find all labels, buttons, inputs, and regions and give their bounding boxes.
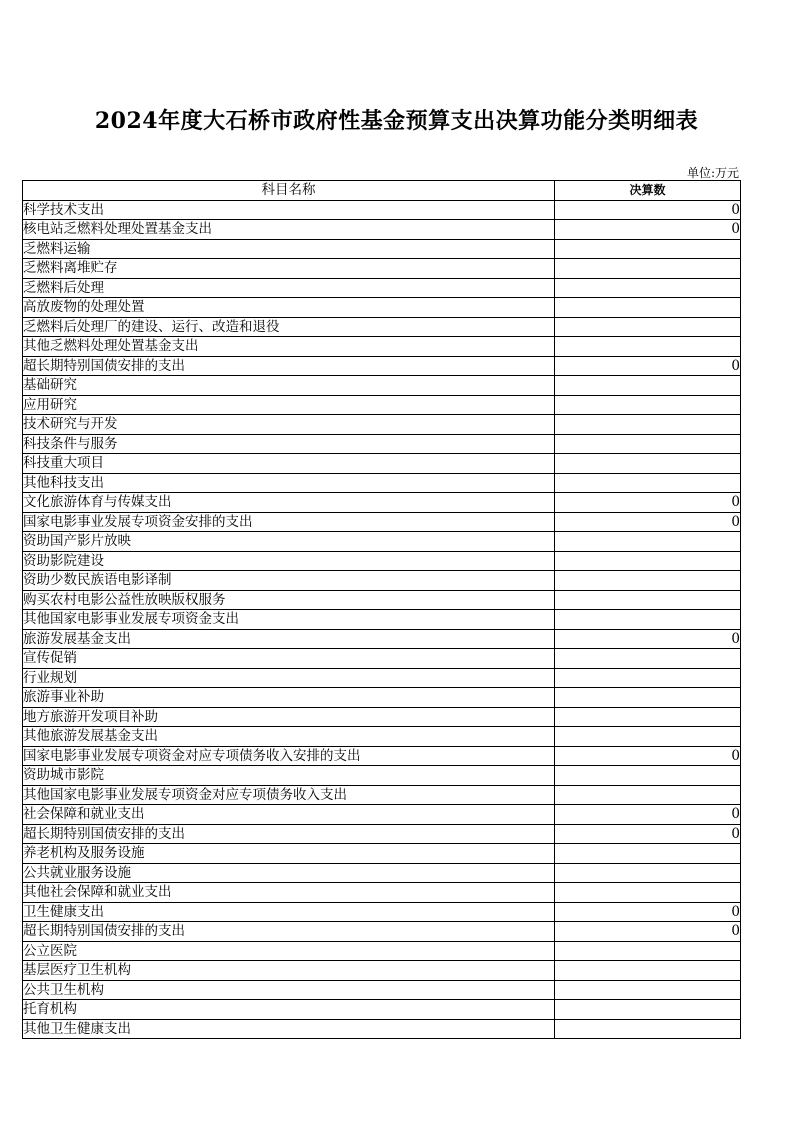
final-amount-cell bbox=[555, 571, 741, 591]
table-row bbox=[23, 220, 741, 240]
final-amount-cell bbox=[555, 473, 741, 493]
table-row bbox=[23, 278, 741, 298]
subject-name-cell: 应用研究 bbox=[23, 395, 555, 415]
subject-name-cell: 其他社会保障和就业支出 bbox=[23, 883, 555, 903]
subject-name-cell: 其他国家电影事业发展专项资金支出 bbox=[23, 610, 555, 630]
subject-name-cell: 核电站乏燃料处理处置基金支出 bbox=[23, 220, 555, 240]
final-amount-cell bbox=[555, 1000, 741, 1020]
final-amount-cell bbox=[555, 668, 741, 688]
final-amount-cell: 0 bbox=[555, 746, 741, 766]
final-amount-cell: 0 bbox=[555, 629, 741, 649]
table-row bbox=[23, 902, 741, 922]
subject-name-cell: 乏燃料运输 bbox=[23, 239, 555, 259]
subject-name-cell: 公共就业服务设施 bbox=[23, 863, 555, 883]
subject-name-cell: 技术研究与开发 bbox=[23, 415, 555, 435]
final-amount-cell: 0 bbox=[555, 922, 741, 942]
subject-name-cell: 托育机构 bbox=[23, 1000, 555, 1020]
final-amount-cell bbox=[555, 961, 741, 981]
table-row bbox=[23, 415, 741, 435]
final-amount-cell bbox=[555, 610, 741, 630]
subject-name-cell: 其他国家电影事业发展专项资金对应专项债务收入支出 bbox=[23, 785, 555, 805]
table-row bbox=[23, 980, 741, 1000]
final-amount-cell: 0 bbox=[555, 493, 741, 513]
final-amount-cell bbox=[555, 532, 741, 552]
final-amount-cell bbox=[555, 415, 741, 435]
final-amount-cell bbox=[555, 844, 741, 864]
final-amount-cell bbox=[555, 395, 741, 415]
table-row bbox=[23, 434, 741, 454]
final-amount-cell bbox=[555, 707, 741, 727]
table-row bbox=[23, 298, 741, 318]
table-row bbox=[23, 629, 741, 649]
subject-name-cell: 乏燃料离堆贮存 bbox=[23, 259, 555, 279]
subject-name-cell: 资助城市影院 bbox=[23, 766, 555, 786]
table-row bbox=[23, 200, 741, 220]
final-amount-cell bbox=[555, 278, 741, 298]
table-row bbox=[23, 395, 741, 415]
final-amount-cell: 0 bbox=[555, 805, 741, 825]
table-row bbox=[23, 785, 741, 805]
document-title: 2024年度大石桥市政府性基金预算支出决算功能分类明细表 bbox=[94, 108, 699, 134]
table-row bbox=[23, 883, 741, 903]
final-amount-cell bbox=[555, 298, 741, 318]
subject-name-cell: 国家电影事业发展专项资金对应专项债务收入安排的支出 bbox=[23, 746, 555, 766]
subject-name-cell: 资助影院建设 bbox=[23, 551, 555, 571]
final-amount-cell bbox=[555, 766, 741, 786]
subject-name-cell: 其他卫生健康支出 bbox=[23, 1019, 555, 1039]
final-amount-cell bbox=[555, 590, 741, 610]
final-amount-cell bbox=[555, 941, 741, 961]
subject-name-cell: 其他旅游发展基金支出 bbox=[23, 727, 555, 747]
unit-label: 单位:万元 bbox=[686, 166, 739, 180]
final-amount-cell bbox=[555, 376, 741, 396]
final-amount-cell bbox=[555, 239, 741, 259]
header-final-amount: 决算数 bbox=[555, 181, 741, 201]
subject-name-cell: 旅游发展基金支出 bbox=[23, 629, 555, 649]
subject-name-cell: 旅游事业补助 bbox=[23, 688, 555, 708]
final-amount-cell bbox=[555, 454, 741, 474]
table-row bbox=[23, 707, 741, 727]
subject-name-cell: 超长期特别国债安排的支出 bbox=[23, 922, 555, 942]
subject-name-cell: 资助少数民族语电影译制 bbox=[23, 571, 555, 591]
final-amount-cell: 0 bbox=[555, 200, 741, 220]
table-row bbox=[23, 668, 741, 688]
table-row bbox=[23, 239, 741, 259]
table-row bbox=[23, 688, 741, 708]
subject-name-cell: 宣传促销 bbox=[23, 649, 555, 669]
table-row bbox=[23, 1019, 741, 1039]
table-row bbox=[23, 863, 741, 883]
subject-name-cell: 资助国产影片放映 bbox=[23, 532, 555, 552]
subject-name-cell: 公立医院 bbox=[23, 941, 555, 961]
table-row bbox=[23, 590, 741, 610]
expenditure-table bbox=[22, 180, 741, 1039]
final-amount-cell bbox=[555, 688, 741, 708]
subject-name-cell: 地方旅游开发项目补助 bbox=[23, 707, 555, 727]
table-row bbox=[23, 317, 741, 337]
subject-name-cell: 超长期特别国债安排的支出 bbox=[23, 824, 555, 844]
final-amount-cell bbox=[555, 649, 741, 669]
final-amount-cell bbox=[555, 434, 741, 454]
final-amount-cell: 0 bbox=[555, 356, 741, 376]
subject-name-cell: 其他科技支出 bbox=[23, 473, 555, 493]
table-row bbox=[23, 922, 741, 942]
table-row bbox=[23, 512, 741, 532]
table-row bbox=[23, 493, 741, 513]
final-amount-cell bbox=[555, 883, 741, 903]
final-amount-cell bbox=[555, 551, 741, 571]
subject-name-cell: 文化旅游体育与传媒支出 bbox=[23, 493, 555, 513]
subject-name-cell: 科技条件与服务 bbox=[23, 434, 555, 454]
table-row bbox=[23, 961, 741, 981]
final-amount-cell bbox=[555, 259, 741, 279]
table-header-row bbox=[23, 181, 741, 201]
table-row bbox=[23, 844, 741, 864]
table-row bbox=[23, 746, 741, 766]
final-amount-cell bbox=[555, 1019, 741, 1039]
subject-name-cell: 科技重大项目 bbox=[23, 454, 555, 474]
table-row bbox=[23, 454, 741, 474]
subject-name-cell: 基础研究 bbox=[23, 376, 555, 396]
subject-name-cell: 其他乏燃料处理处置基金支出 bbox=[23, 337, 555, 357]
table-row bbox=[23, 824, 741, 844]
subject-name-cell: 行业规划 bbox=[23, 668, 555, 688]
table-row bbox=[23, 610, 741, 630]
table-row bbox=[23, 356, 741, 376]
table-body bbox=[23, 200, 741, 1039]
subject-name-cell: 基层医疗卫生机构 bbox=[23, 961, 555, 981]
table-row bbox=[23, 376, 741, 396]
subject-name-cell: 高放废物的处理处置 bbox=[23, 298, 555, 318]
subject-name-cell: 公共卫生机构 bbox=[23, 980, 555, 1000]
final-amount-cell: 0 bbox=[555, 902, 741, 922]
final-amount-cell: 0 bbox=[555, 512, 741, 532]
subject-name-cell: 科学技术支出 bbox=[23, 200, 555, 220]
final-amount-cell bbox=[555, 337, 741, 357]
table-row bbox=[23, 941, 741, 961]
subject-name-cell: 国家电影事业发展专项资金安排的支出 bbox=[23, 512, 555, 532]
table-row bbox=[23, 571, 741, 591]
final-amount-cell bbox=[555, 317, 741, 337]
final-amount-cell: 0 bbox=[555, 824, 741, 844]
final-amount-cell bbox=[555, 863, 741, 883]
table-row bbox=[23, 551, 741, 571]
table-row bbox=[23, 1000, 741, 1020]
final-amount-cell bbox=[555, 785, 741, 805]
table-row bbox=[23, 805, 741, 825]
table-row bbox=[23, 259, 741, 279]
final-amount-cell: 0 bbox=[555, 220, 741, 240]
subject-name-cell: 社会保障和就业支出 bbox=[23, 805, 555, 825]
subject-name-cell: 卫生健康支出 bbox=[23, 902, 555, 922]
subject-name-cell: 购买农村电影公益性放映版权服务 bbox=[23, 590, 555, 610]
table-row bbox=[23, 649, 741, 669]
subject-name-cell: 超长期特别国债安排的支出 bbox=[23, 356, 555, 376]
subject-name-cell: 乏燃料后处理厂的建设、运行、改造和退役 bbox=[23, 317, 555, 337]
header-subject-name: 科目名称 bbox=[23, 181, 555, 201]
table-row bbox=[23, 727, 741, 747]
table-row bbox=[23, 473, 741, 493]
final-amount-cell bbox=[555, 980, 741, 1000]
table-row bbox=[23, 766, 741, 786]
table-row bbox=[23, 532, 741, 552]
subject-name-cell: 养老机构及服务设施 bbox=[23, 844, 555, 864]
final-amount-cell bbox=[555, 727, 741, 747]
table-row bbox=[23, 337, 741, 357]
subject-name-cell: 乏燃料后处理 bbox=[23, 278, 555, 298]
